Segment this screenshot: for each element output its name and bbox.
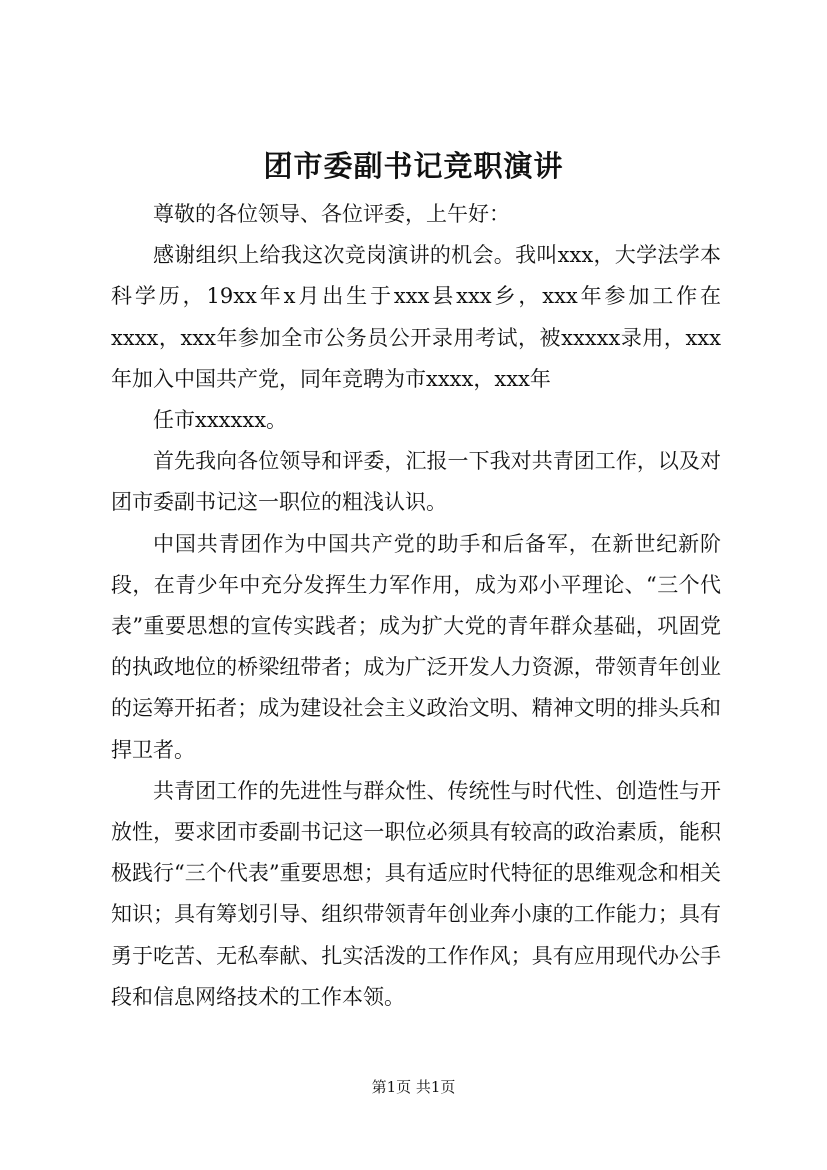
document-title: 团市委副书记竞职演讲	[263, 149, 564, 183]
paragraph-greeting: 尊敬的各位领导、各位评委，上午好：	[153, 202, 510, 226]
paragraph-current-position: 任市xxxxxx。	[153, 408, 288, 433]
paragraph-report-intro: 首先我向各位领导和评委，汇报一下我对共青团工作，以及对团市委副书记这一职位的粗浅认识。	[111, 449, 721, 515]
document-body	[111, 194, 721, 1018]
page-footer: 第1页 共1页	[371, 1078, 456, 1096]
paragraph-position-requirements: 共青团工作的先进性与群众性、传统性与时代性、创造性与开放性，要求团市委副书记这一职位必须具有较高的政治素质，能积极践行“三个代表”重要思想；具有适应时代特征的思维观念和相关知识；具有筹划引导、组织带领青年创业奔小康的工作能力；具有勇于吃苦、无私奉献、扎实活泼的工作作风；具有应用现代办公手段和信息网络技术的工作本领。	[111, 778, 721, 1009]
paragraph-league-role: 中国共青团作为中国共产党的助手和后备军，在新世纪新阶段，在青少年中充分发挥生力军作用，成为邓小平理论、“三个代表”重要思想的宣传实践者；成为扩大党的青年群众基础，巩固党的执政地位的桥梁纽带者；成为广泛开发人力资源，带领青年创业的运筹开拓者；成为建设社会主义政治文明、精神文明的排头兵和捍卫者。	[111, 531, 721, 762]
paragraph-introduction: 感谢组织上给我这次竞岗演讲的机会。我叫xxx，大学法学本科学历，19xx年x月出生于xxx县xxx乡，xxx年参加工作在xxxx，xxx年参加全市公务员公开录用考试，被xxxxx录用，xxx年加入中国共产党，同年竞聘为市xxxx，xxx年	[111, 243, 721, 391]
